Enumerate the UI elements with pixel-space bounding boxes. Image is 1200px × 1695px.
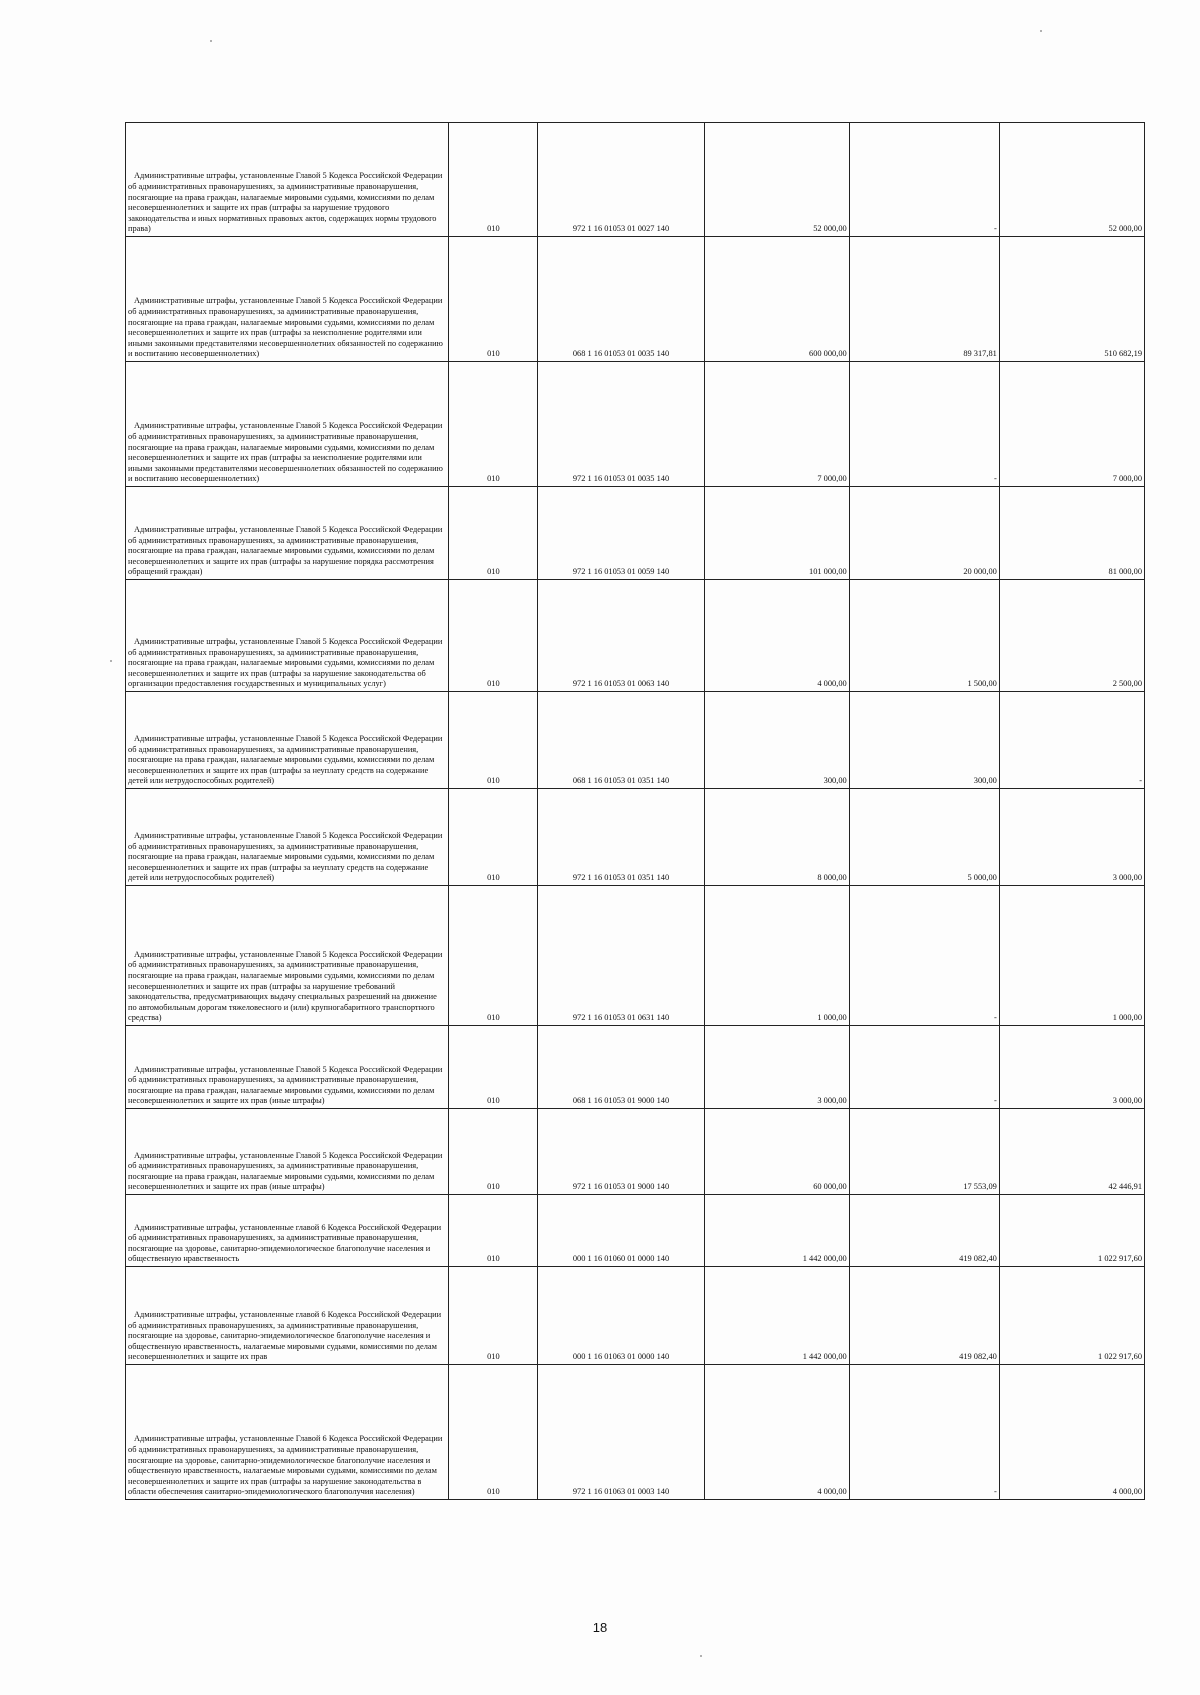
row-approved-amount: 1 442 000,00 — [704, 1267, 849, 1365]
row-remaining-amount: 4 000,00 — [999, 1365, 1144, 1500]
row-executed-amount: 89 317,81 — [849, 237, 999, 362]
row-line-code: 010 — [449, 362, 538, 487]
row-approved-amount: 1 442 000,00 — [704, 1195, 849, 1267]
row-approved-amount: 4 000,00 — [704, 1365, 849, 1500]
row-executed-amount: - — [849, 1026, 999, 1109]
row-line-code: 010 — [449, 1109, 538, 1195]
row-budget-code: 972 1 16 01053 01 0351 140 — [538, 789, 704, 886]
row-description: Административные штрафы, установленные Главой 5 Кодекса Российской Федерации об административных правонарушениях, за административные правонарушения, посягающие на права граждан, налагаемые мировыми судьями, комиссиями по делам несовершеннолетних и защите их прав (иные штрафы) — [126, 1109, 449, 1195]
row-budget-code: 972 1 16 01053 01 0059 140 — [538, 487, 704, 580]
row-executed-amount: - — [849, 123, 999, 237]
row-budget-code: 972 1 16 01063 01 0003 140 — [538, 1365, 704, 1500]
row-line-code: 010 — [449, 886, 538, 1026]
row-approved-amount: 4 000,00 — [704, 580, 849, 692]
row-remaining-amount: 52 000,00 — [999, 123, 1144, 237]
row-line-code: 010 — [449, 1195, 538, 1267]
row-approved-amount: 300,00 — [704, 692, 849, 789]
row-description: Административные штрафы, установленные Главой 5 Кодекса Российской Федерации об административных правонарушениях, за административные правонарушения, посягающие на права граждан, налагаемые мировыми судьями, комиссиями по делам несовершеннолетних и защите их прав (штрафы за неуплату средств на содержание детей или нетрудоспособных родителей) — [126, 789, 449, 886]
row-budget-code: 972 1 16 01053 01 0063 140 — [538, 580, 704, 692]
row-line-code: 010 — [449, 580, 538, 692]
row-line-code: 010 — [449, 487, 538, 580]
row-executed-amount: 1 500,00 — [849, 580, 999, 692]
row-approved-amount: 60 000,00 — [704, 1109, 849, 1195]
row-description: Административные штрафы, установленные Главой 5 Кодекса Российской Федерации об административных правонарушениях, за административные правонарушения, посягающие на права граждан, налагаемые мировыми судьями, комиссиями по делам несовершеннолетних и защите их прав (иные штрафы) — [126, 1026, 449, 1109]
table-row — [126, 886, 1145, 1026]
row-line-code: 010 — [449, 1365, 538, 1500]
table-row — [126, 362, 1145, 487]
scan-speck — [110, 660, 112, 662]
row-budget-code: 972 1 16 01053 01 0027 140 — [538, 123, 704, 237]
table-row — [126, 237, 1145, 362]
row-executed-amount: 419 082,40 — [849, 1267, 999, 1365]
row-approved-amount: 101 000,00 — [704, 487, 849, 580]
table-row — [126, 1365, 1145, 1500]
row-budget-code: 068 1 16 01053 01 9000 140 — [538, 1026, 704, 1109]
table-row — [126, 487, 1145, 580]
row-description: Административные штрафы, установленные Главой 5 Кодекса Российской Федерации об административных правонарушениях, за административные правонарушения, посягающие на права граждан, налагаемые мировыми судьями, комиссиями по делам несовершеннолетних и защите их прав (штрафы за неисполнение родителями или иными законными представителями несовершеннолетних обязанностей по содержанию и воспитанию несовершеннолетних) — [126, 362, 449, 487]
row-line-code: 010 — [449, 1267, 538, 1365]
row-description: Административные штрафы, установленные Главой 5 Кодекса Российской Федерации об административных правонарушениях, за административные правонарушения, посягающие на права граждан, налагаемые мировыми судьями, комиссиями по делам несовершеннолетних и защите их прав (штрафы за неисполнение родителями или иными законными представителями несовершеннолетних обязанностей по содержанию и воспитанию несовершеннолетних) — [126, 237, 449, 362]
row-line-code: 010 — [449, 1026, 538, 1109]
row-executed-amount: 17 553,09 — [849, 1109, 999, 1195]
row-remaining-amount: 1 022 917,60 — [999, 1267, 1144, 1365]
row-executed-amount: 5 000,00 — [849, 789, 999, 886]
scan-speck — [1040, 30, 1042, 32]
row-line-code: 010 — [449, 237, 538, 362]
row-approved-amount: 1 000,00 — [704, 886, 849, 1026]
row-remaining-amount: 510 682,19 — [999, 237, 1144, 362]
table-row — [126, 1195, 1145, 1267]
row-approved-amount: 7 000,00 — [704, 362, 849, 487]
table-row — [126, 1267, 1145, 1365]
scan-speck — [700, 1655, 702, 1657]
row-remaining-amount: 1 022 917,60 — [999, 1195, 1144, 1267]
row-executed-amount: 419 082,40 — [849, 1195, 999, 1267]
scan-speck — [210, 40, 212, 42]
row-budget-code: 972 1 16 01053 01 9000 140 — [538, 1109, 704, 1195]
row-remaining-amount: 2 500,00 — [999, 580, 1144, 692]
row-remaining-amount: 3 000,00 — [999, 1026, 1144, 1109]
row-line-code: 010 — [449, 789, 538, 886]
row-description: Административные штрафы, установленные главой 6 Кодекса Российской Федерации об административных правонарушениях, за административные правонарушения, посягающие на здоровье, санитарно-эпидемиологическое благополучие населения и общественную нравственность — [126, 1195, 449, 1267]
row-remaining-amount: 42 446,91 — [999, 1109, 1144, 1195]
row-description: Административные штрафы, установленные Главой 5 Кодекса Российской Федерации об административных правонарушениях, за административные правонарушения, посягающие на права граждан, налагаемые мировыми судьями, комиссиями по делам несовершеннолетних и защите их прав (штрафы за нарушение трудового законодательства и иных нормативных правовых актов, содержащих нормы трудового права) — [126, 123, 449, 237]
row-remaining-amount: 3 000,00 — [999, 789, 1144, 886]
table-row — [126, 580, 1145, 692]
row-description: Административные штрафы, установленные Главой 5 Кодекса Российской Федерации об административных правонарушениях, за административные правонарушения, посягающие на права граждан, налагаемые мировыми судьями, комиссиями по делам несовершеннолетних и защите их прав (штрафы за нарушение законодательства об организации предоставления государственных и муниципальных услуг) — [126, 580, 449, 692]
row-budget-code: 068 1 16 01053 01 0351 140 — [538, 692, 704, 789]
row-budget-code: 068 1 16 01053 01 0035 140 — [538, 237, 704, 362]
row-executed-amount: - — [849, 362, 999, 487]
row-line-code: 010 — [449, 692, 538, 789]
row-approved-amount: 52 000,00 — [704, 123, 849, 237]
row-description: Административные штрафы, установленные Главой 6 Кодекса Российской Федерации об административных правонарушениях, за административные правонарушения, посягающие на здоровье, санитарно-эпидемиологическое благополучие населения и общественную нравственность, налагаемые мировыми судьями, комиссиями по делам несовершеннолетних и защите их прав (штрафы за нарушение законодательства в области обеспечения санитарно-эпидемиологического благополучия населения) — [126, 1365, 449, 1500]
table-row — [126, 692, 1145, 789]
row-executed-amount: - — [849, 886, 999, 1026]
row-executed-amount: 300,00 — [849, 692, 999, 789]
row-description: Административные штрафы, установленные главой 6 Кодекса Российской Федерации об административных правонарушениях, за административные правонарушения, посягающие на здоровье, санитарно-эпидемиологическое благополучие населения и общественную нравственность, налагаемые мировыми судьями, комиссиями по делам несовершеннолетних и защите их прав — [126, 1267, 449, 1365]
table-row — [126, 123, 1145, 237]
row-description: Административные штрафы, установленные Главой 5 Кодекса Российской Федерации об административных правонарушениях, за административные правонарушения, посягающие на права граждан, налагаемые мировыми судьями, комиссиями по делам несовершеннолетних и защите их прав (штрафы за нарушение порядка рассмотрения обращений граждан) — [126, 487, 449, 580]
table-row — [126, 1026, 1145, 1109]
revenue-table — [125, 122, 1145, 1500]
row-budget-code: 000 1 16 01060 01 0000 140 — [538, 1195, 704, 1267]
row-budget-code: 972 1 16 01053 01 0035 140 — [538, 362, 704, 487]
row-approved-amount: 3 000,00 — [704, 1026, 849, 1109]
row-executed-amount: 20 000,00 — [849, 487, 999, 580]
row-remaining-amount: - — [999, 692, 1144, 789]
table-row — [126, 789, 1145, 886]
row-line-code: 010 — [449, 123, 538, 237]
row-budget-code: 972 1 16 01053 01 0631 140 — [538, 886, 704, 1026]
row-executed-amount: - — [849, 1365, 999, 1500]
row-remaining-amount: 81 000,00 — [999, 487, 1144, 580]
row-description: Административные штрафы, установленные Главой 5 Кодекса Российской Федерации об административных правонарушениях, за административные правонарушения, посягающие на права граждан, налагаемые мировыми судьями, комиссиями по делам несовершеннолетних и защите их прав (штрафы за нарушение требований законодательства, предусматривающих выдачу специальных разрешений на движение по автомобильным дорогам тяжеловесного и (или) крупногабаритного транспортного средства) — [126, 886, 449, 1026]
row-description: Административные штрафы, установленные Главой 5 Кодекса Российской Федерации об административных правонарушениях, за административные правонарушения, посягающие на права граждан, налагаемые мировыми судьями, комиссиями по делам несовершеннолетних и защите их прав (штрафы за неуплату средств на содержание детей или нетрудоспособных родителей) — [126, 692, 449, 789]
row-remaining-amount: 1 000,00 — [999, 886, 1144, 1026]
table-row — [126, 1109, 1145, 1195]
row-remaining-amount: 7 000,00 — [999, 362, 1144, 487]
row-budget-code: 000 1 16 01063 01 0000 140 — [538, 1267, 704, 1365]
row-approved-amount: 600 000,00 — [704, 237, 849, 362]
row-approved-amount: 8 000,00 — [704, 789, 849, 886]
page-number: 18 — [592, 1620, 608, 1635]
